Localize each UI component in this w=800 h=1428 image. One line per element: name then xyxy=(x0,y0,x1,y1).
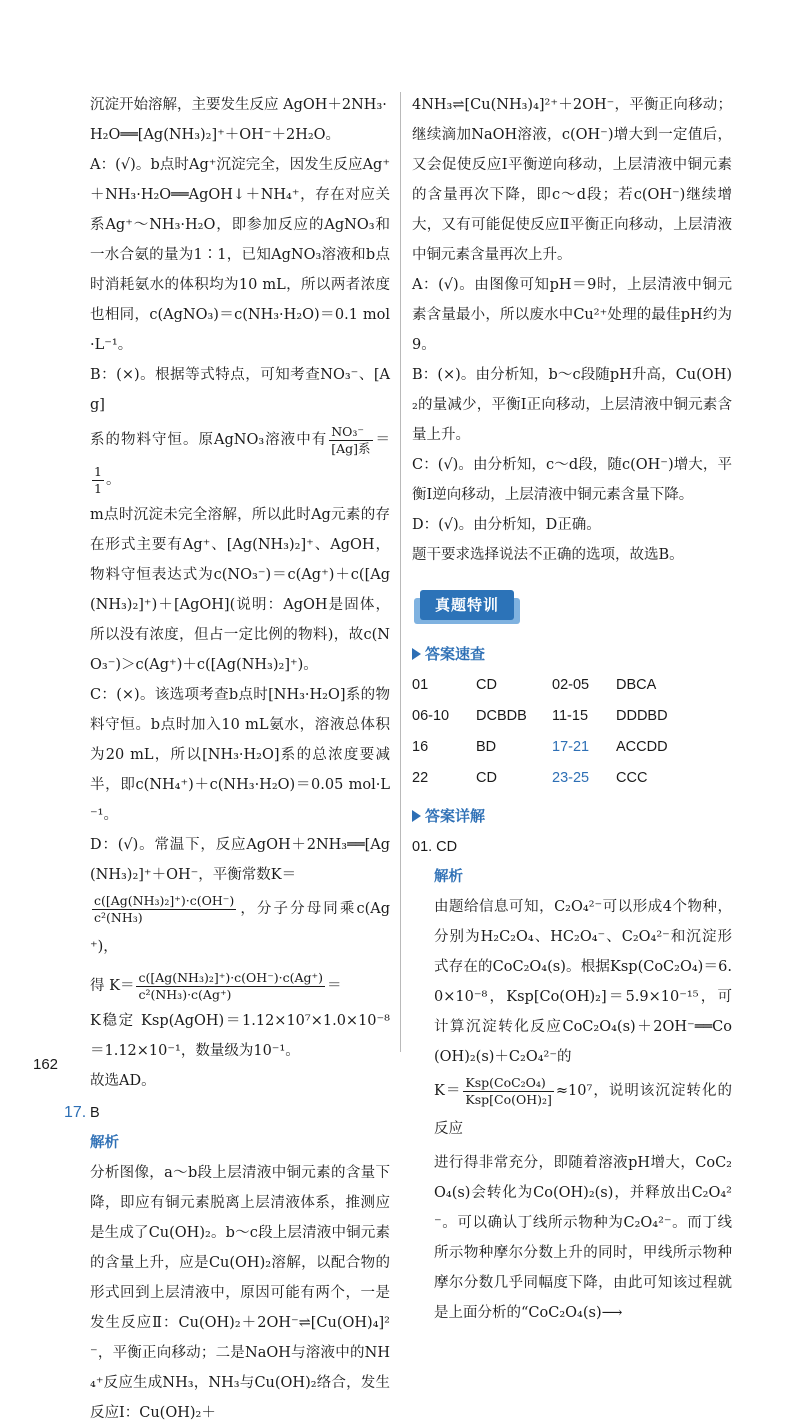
quick-answer-item xyxy=(412,670,552,701)
quick-answer-item xyxy=(412,732,552,763)
fraction-k1 xyxy=(92,893,236,926)
banner-title: 真题特训 xyxy=(420,590,514,620)
column-divider xyxy=(400,92,401,1052)
question-01-analysis-a: 由题给信息可知，C₂O₄²⁻可以形成4个物种，分别为H₂C₂O₄、HC₂O₄⁻、C₂O₄²⁻和沉淀形式存在的CoC₂O₄(s)。根据Ksp(CoC₂O₄)＝6.0×10⁻⁸，Ksp[Co(OH)₂]＝5.9×10⁻¹⁵，可计算沉淀转化反应CoC₂O₄(s)＋2OH⁻══Co(OH)₂(s)＋C₂O₄²⁻的 xyxy=(434,899,732,1065)
frac-denominator: c²(NH₃) xyxy=(94,909,143,925)
question-17-answer: B xyxy=(90,1105,100,1121)
quick-answer-number: 16 xyxy=(412,739,429,755)
frac-numerator: NO₃⁻ xyxy=(329,424,372,441)
quick-answer-item xyxy=(552,670,732,701)
left-para-m: m点时沉淀未完全溶解，所以此时Ag元素的存在形式主要有Ag⁺、[Ag(NH₃)₂]⁺、AgOH，物料守恒表达式为c(NO₃⁻)＝c(Ag⁺)＋c([Ag(NH₃)₂]⁺)＋[AgOH](说明：AgOH是固体，所以没有浓度，但占一定比例的物料)，故c(NO₃⁻)＞c(Ag⁺)＋c([Ag(NH₃)₂]⁺)。 xyxy=(90,507,390,673)
quick-answer-item xyxy=(552,763,732,794)
quick-answer-value: CD xyxy=(476,677,497,693)
left-para-d: D：(√)。常温下，反应AgOH＋2NH₃══[Ag(NH₃)₂]⁺＋OH⁻，平衡常数K＝ xyxy=(90,837,390,883)
details-heading xyxy=(412,800,732,832)
triangle-icon xyxy=(412,810,421,822)
k-rhs: ≈10⁷，说明该沉淀转化的反应 xyxy=(434,1083,732,1137)
right-para-1: 4NH₃⇌[Cu(NH₃)₄]²⁺＋2OH⁻，平衡正向移动；继续滴加NaOH溶液，c(OH⁻)增大到一定值后，又会促使反应Ⅰ平衡逆向移动，上层清液中铜元素的含量再次下降，即c～d段；若c(OH⁻)继续增大，又有可能促使反应Ⅱ平衡正向移动，上层清液中铜元素含量再次上升。 xyxy=(412,97,732,263)
question-01-analysis-b: 进行得非常充分，即随着溶液pH增大，CoC₂O₄(s)会转化为Co(OH)₂(s)，并释放出C₂O₄²⁻。可以确认丁线所示物种为C₂O₄²⁻。而丁线所示物种摩尔分数上升的同时，甲线所示物种摩尔分数几乎同幅度下降，由此可知该过程就是上面分析的“CoC₂O₄(s)⟶ xyxy=(434,1155,732,1321)
question-17-analysis: 分析图像，a～b段上层清液中铜元素的含量下降，即应有铜元素脱离上层清液体系，推测应是生成了Cu(OH)₂。b～c段上层清液中铜元素的含量上升，应是Cu(OH)₂溶解，以配合物的形式回到上层清液中，原因可能有两个，一是发生反应Ⅱ：Cu(OH)₂＋2OH⁻⇌[Cu(OH)₄]²⁻，平衡正向移动；二是NaOH与溶液中的NH₄⁺反应生成NH₃，NH₃与Cu(OH)₂络合，发生反应Ⅰ：Cu(OH)₂＋ xyxy=(90,1165,390,1421)
left-para-d-de: 得 K＝ xyxy=(90,978,135,994)
left-column xyxy=(64,90,391,1428)
question-17-number: 17. xyxy=(64,1104,87,1121)
frac-numerator: 1 xyxy=(94,463,102,479)
question-17-header xyxy=(64,1098,390,1128)
left-para-d-frac1-text: ，分子分母同乘c(Ag⁺)， xyxy=(90,901,390,955)
left-para-a: A：(√)。b点时Ag⁺沉淀完全，因发生反应Ag⁺＋NH₃·H₂O══AgOH↓＋NH₄⁺，存在对应关系Ag⁺～NH₃·H₂O，即参加反应的AgNO₃和一水合氨的量为1∶1，已知AgNO₃溶液和b点时消耗氨水的体积均为10 mL，所以两者浓度也相同，c(AgNO₃)＝c(NH₃·H₂O)＝0.1 mol·L⁻¹。 xyxy=(90,157,390,353)
left-para-c: C：(×)。该选项考查b点时[NH₃·H₂O]系的物料守恒。b点时加入10 mL氨水，溶液总体积为20 mL，所以[NH₃·H₂O]系的总浓度要减半，即c(NH₄⁺)＋c(NH₃·H₂O)＝0.05 mol·L⁻¹。 xyxy=(90,687,390,823)
quick-answer-number: 02-05 xyxy=(552,677,590,693)
quick-answer-item xyxy=(552,732,732,763)
frac-numerator: c([Ag(NH₃)₂]⁺)·c(OH⁻) xyxy=(94,892,235,908)
quick-answer-value: CD xyxy=(476,770,497,786)
fraction-no3-ag xyxy=(329,424,372,457)
left-para-d-eq: ＝ xyxy=(327,978,342,994)
question-01-label: 解析 xyxy=(434,869,463,885)
right-column xyxy=(412,90,732,1328)
section-banner xyxy=(414,590,520,624)
left-para-b1: B：(×)。根据等式特点，可知考查NO₃⁻、[Ag] xyxy=(90,367,390,413)
left-para-d-frac1 xyxy=(90,890,390,966)
right-para-d: D：(√)。由分析知，D正确。 xyxy=(412,517,601,533)
frac-denominator: c²(NH₃)·c(Ag⁺) xyxy=(138,986,232,1002)
frac-numerator: c([Ag(NH₃)₂]⁺)·c(OH⁻)·c(Ag⁺) xyxy=(138,969,324,985)
question-01-header: 01. CD xyxy=(412,839,458,855)
quick-answer-value: DBCA xyxy=(616,677,657,693)
question-01-frac-line xyxy=(434,1072,732,1148)
quick-answer-number: 17-21 xyxy=(552,739,590,755)
k-lhs: K＝ xyxy=(434,1083,462,1099)
left-para-d-frac2 xyxy=(90,966,390,1006)
quick-answer-number: 06-10 xyxy=(412,708,450,724)
left-para-choose: 故选AD。 xyxy=(90,1073,156,1089)
quick-answer-number: 01 xyxy=(412,677,429,693)
quick-answer-value: BD xyxy=(476,739,497,755)
right-para-a: A：(√)。由图像可知pH＝9时，上层清液中铜元素含量最小，所以废水中Cu²⁺处理的最佳pH约为9。 xyxy=(412,277,732,353)
left-para-k: K稳定 Ksp(AgOH)＝1.12×10⁷×1.0×10⁻⁸＝1.12×10⁻¹，数量级为10⁻¹。 xyxy=(90,1013,390,1059)
fraction-k2 xyxy=(136,970,325,1003)
frac-denominator: Ksp[Co(OH)₂] xyxy=(465,1091,552,1107)
right-para-c: C：(√)。由分析知，c～d段，随c(OH⁻)增大，平衡Ⅰ逆向移动，上层清液中铜元素含量下降。 xyxy=(412,457,732,503)
quick-answer-value: ACCDD xyxy=(616,739,668,755)
quick-answers-grid xyxy=(412,670,732,794)
left-para-b2: 系的物料守恒。原AgNO₃溶液中有 $\frac{\text{NO₃⁻}}{\text{[Ag]系}}$ ＝ $\frac{1}{1}$ 。 xyxy=(90,423,391,496)
question-17-label: 解析 xyxy=(90,1135,119,1151)
quick-answers-heading xyxy=(412,638,732,670)
details-title: 答案详解 xyxy=(425,807,486,825)
quick-answer-item xyxy=(412,701,552,732)
left-para-b2-text: 系的物料守恒。原AgNO₃溶液中有 xyxy=(90,432,328,448)
quick-answer-value: CCC xyxy=(616,770,648,786)
quick-answer-value: DDDBD xyxy=(616,708,668,724)
left-para-2: H₂O══[Ag(NH₃)₂]⁺＋OH⁻＋2H₂O。 xyxy=(90,127,341,143)
fraction-one xyxy=(92,464,104,497)
frac-numerator: Ksp(CoC₂O₄) xyxy=(463,1075,554,1092)
frac-denominator: [Ag]系 xyxy=(331,440,371,456)
quick-answers-title: 答案速查 xyxy=(425,645,486,663)
quick-answer-item xyxy=(552,701,732,732)
right-para-conclusion: 题干要求选择说法不正确的选项，故选B。 xyxy=(412,547,684,563)
left-para-1: 沉淀开始溶解，主要发生反应 AgOH＋2NH₃· xyxy=(90,97,387,113)
quick-answer-number: 11-15 xyxy=(552,708,589,724)
quick-answer-item xyxy=(412,763,552,794)
frac-denominator: 1 xyxy=(94,480,102,496)
quick-answer-number: 23-25 xyxy=(552,770,590,786)
triangle-icon xyxy=(412,648,421,660)
page-number: 162 xyxy=(33,1056,59,1073)
quick-answer-number: 22 xyxy=(412,770,429,786)
quick-answer-value: DCBDB xyxy=(476,708,527,724)
fraction-ksp xyxy=(463,1075,554,1108)
right-para-b: B：(×)。由分析知，b～c段随pH升高，Cu(OH)₂的量减少，平衡Ⅰ正向移动，上层清液中铜元素含量上升。 xyxy=(412,367,732,443)
